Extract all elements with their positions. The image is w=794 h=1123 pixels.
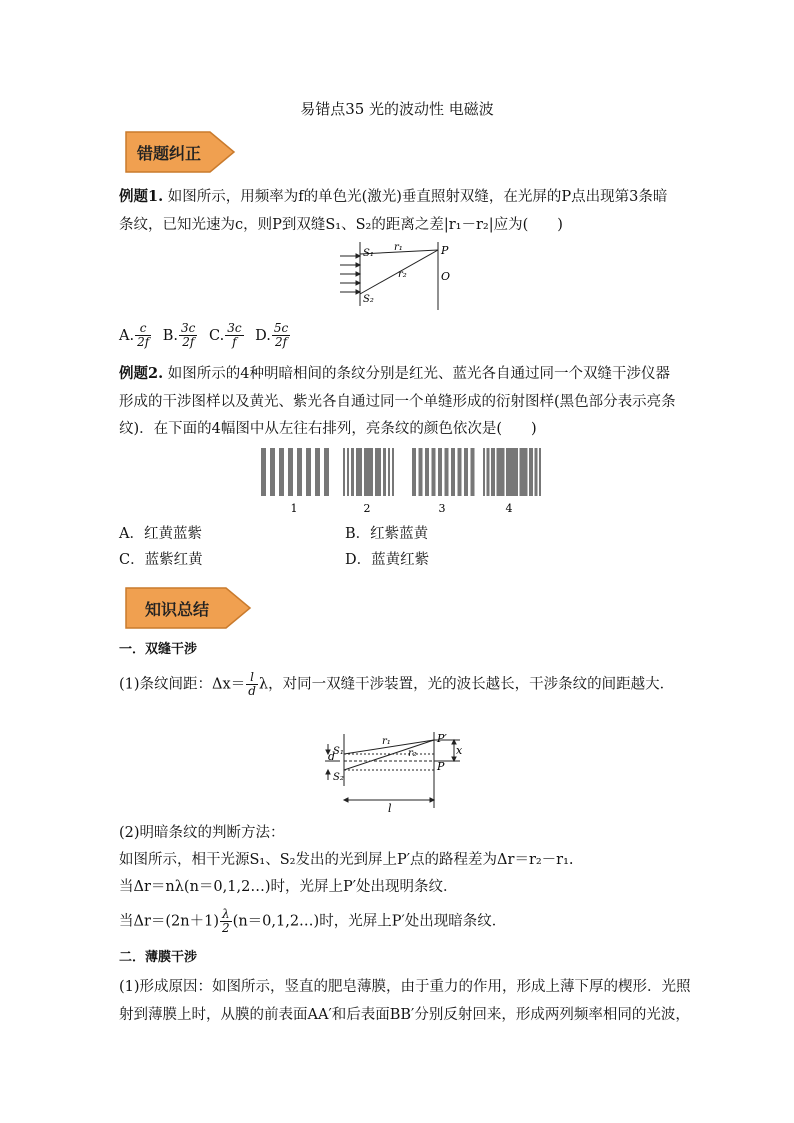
option-a[interactable]: A. $\frac{c}{2f}$ [119, 321, 150, 349]
fringe-stripe [324, 448, 329, 496]
example2-line2: 形成的干涉图样以及黄光、紫光各自通过同一个单缝形成的衍射图样(黑色部分表示亮条 [119, 394, 676, 410]
fringe-stripe [432, 448, 436, 496]
pattern-label-3: 3 [438, 502, 446, 515]
option-b[interactable]: B. $\frac{3c}{2f}$ [162, 321, 196, 349]
fringe-stripe [425, 448, 429, 496]
summary-p2: (2)明暗条纹的判断方法： [119, 825, 285, 841]
pattern-label-2: 2 [363, 502, 371, 515]
summary-p3: 如图所示，相干光源S₁、S₂发出的光到屏上P′点的路程差为Δr＝r₂－r₁. [119, 852, 574, 868]
path-difference-figure [320, 730, 480, 820]
label-r1: r₁ [394, 242, 403, 253]
fringe-stripe [388, 448, 390, 496]
example2-label: 例题2. [119, 365, 164, 382]
banner-label: 知识总结 [144, 599, 209, 619]
fringe-stripe [529, 448, 533, 496]
fringe-stripe [347, 448, 349, 496]
fringe-stripe [438, 448, 442, 496]
fringe-stripe [520, 448, 528, 496]
summary-p5: 当Δr＝(2n＋1) $\frac{\lambda}{2}$ (n＝0,1,2…)时，光屏上P′处出现暗条纹． [119, 907, 507, 935]
section-banner-summary [124, 586, 252, 630]
pattern-label-1: 1 [290, 502, 298, 515]
example1-line2: 条纹，已知光速为c，则P到双缝S₁、S₂的距离之差|r₁－r₂|应为( ) [119, 217, 563, 233]
fringe-pattern-3 [412, 448, 475, 496]
fringe-stripe [535, 448, 538, 496]
fringe-stripe [364, 448, 373, 496]
label-l: l [388, 802, 392, 815]
label-s1-fig2: S₁ [333, 746, 344, 757]
label-p-fig2: P [437, 760, 445, 773]
example2-line1 [119, 364, 670, 384]
fringe-stripe [279, 448, 284, 496]
fringe-stripe [383, 448, 386, 496]
fringe-stripe [306, 448, 311, 496]
heading-thin-film: 二．薄膜干涉 [119, 950, 198, 965]
label-r2: r₂ [398, 269, 407, 280]
example1-label: 例题1. [119, 188, 164, 205]
fringe-pattern-1 [261, 448, 329, 496]
fringe-stripe [483, 448, 485, 496]
pattern-label-4: 4 [505, 502, 513, 515]
fringe-stripe [506, 448, 518, 496]
fringe-stripe [297, 448, 302, 496]
fringe-stripe [471, 448, 475, 496]
summary-p7: 射到薄膜上时，从膜的前表面AA′和后表面BB′分别反射回来，形成两列频率相同的光波， [119, 1007, 690, 1023]
option-b2[interactable]: B．红紫蓝黄 [345, 526, 429, 542]
option-d2[interactable]: D．蓝黄红紫 [345, 552, 430, 568]
fringe-patterns-figure [255, 446, 545, 516]
fringe-stripe [351, 448, 354, 496]
page-title: 易错点35 光的波动性 电磁波 [300, 100, 494, 118]
example1-text1: 如图所示，用频率为f的单色光(激光)垂直照射双缝，在光屏的P点出现第3条暗 [167, 189, 668, 205]
summary-p1: (1)条纹间距：Δx＝ $\frac{l}{d}$ λ，对同一双缝干涉装置，光的波长越长，干涉条纹的间距越大． [119, 670, 675, 698]
label-o: O [441, 270, 451, 283]
summary-p6: (1)形成原因：如图所示，竖直的肥皂薄膜，由于重力的作用，形成上薄下厚的楔形．光照 [119, 979, 691, 995]
fringe-stripe [419, 448, 423, 496]
example1-line1 [119, 187, 667, 207]
fringe-stripe [487, 448, 490, 496]
heading-double-slit: 一．双缝干涉 [119, 642, 198, 657]
fringe-stripe [375, 448, 381, 496]
label-p: P [441, 244, 449, 257]
section-banner-errors [124, 130, 236, 174]
fringe-stripe [261, 448, 266, 496]
fringe-stripe [270, 448, 275, 496]
example2-line3: 纹)．在下面的4幅图中从左往右排列，亮条纹的颜色依次是( ) [119, 421, 537, 437]
option-c[interactable]: C. $\frac{3c}{f}$ [209, 321, 242, 349]
label-x: x [456, 744, 463, 757]
fringe-stripe [392, 448, 394, 496]
label-s2-fig2: S₂ [333, 772, 344, 783]
fringe-stripe [451, 448, 455, 496]
banner-label: 错题纠正 [136, 143, 201, 163]
fringe-stripe [412, 448, 416, 496]
fringe-stripe [288, 448, 293, 496]
fringe-pattern-2 [343, 448, 394, 496]
option-d[interactable]: D. $\frac{5c}{2f}$ [255, 321, 289, 349]
label-d: d [328, 750, 336, 763]
fringe-pattern-4 [483, 448, 541, 496]
fringe-stripe [315, 448, 320, 496]
fringe-stripe [464, 448, 468, 496]
example2-text1: 如图所示的4种明暗相间的条纹分别是红光、蓝光各自通过同一个双缝干涉仪器 [167, 366, 670, 382]
label-r1-fig2: r₁ [382, 736, 391, 747]
label-s2: S₂ [363, 294, 374, 305]
label-p-prime: P′ [437, 732, 447, 745]
label-s1: S₁ [363, 248, 374, 259]
fringe-stripe [445, 448, 449, 496]
example1-options [119, 322, 291, 349]
summary-p4: 当Δr＝nλ(n＝0,1,2…)时，光屏上P′处出现明条纹． [119, 879, 458, 895]
double-slit-figure [338, 240, 468, 312]
option-c2[interactable]: C．蓝紫红黄 [119, 552, 203, 568]
label-r2-fig2: r₂ [408, 748, 417, 759]
option-a2[interactable]: A．红黄蓝紫 [119, 526, 202, 542]
fringe-stripe [497, 448, 505, 496]
fringe-stripe [356, 448, 362, 496]
fringe-stripe [343, 448, 345, 496]
fringe-stripe [458, 448, 462, 496]
fringe-stripe [539, 448, 541, 496]
fringe-stripe [491, 448, 495, 496]
